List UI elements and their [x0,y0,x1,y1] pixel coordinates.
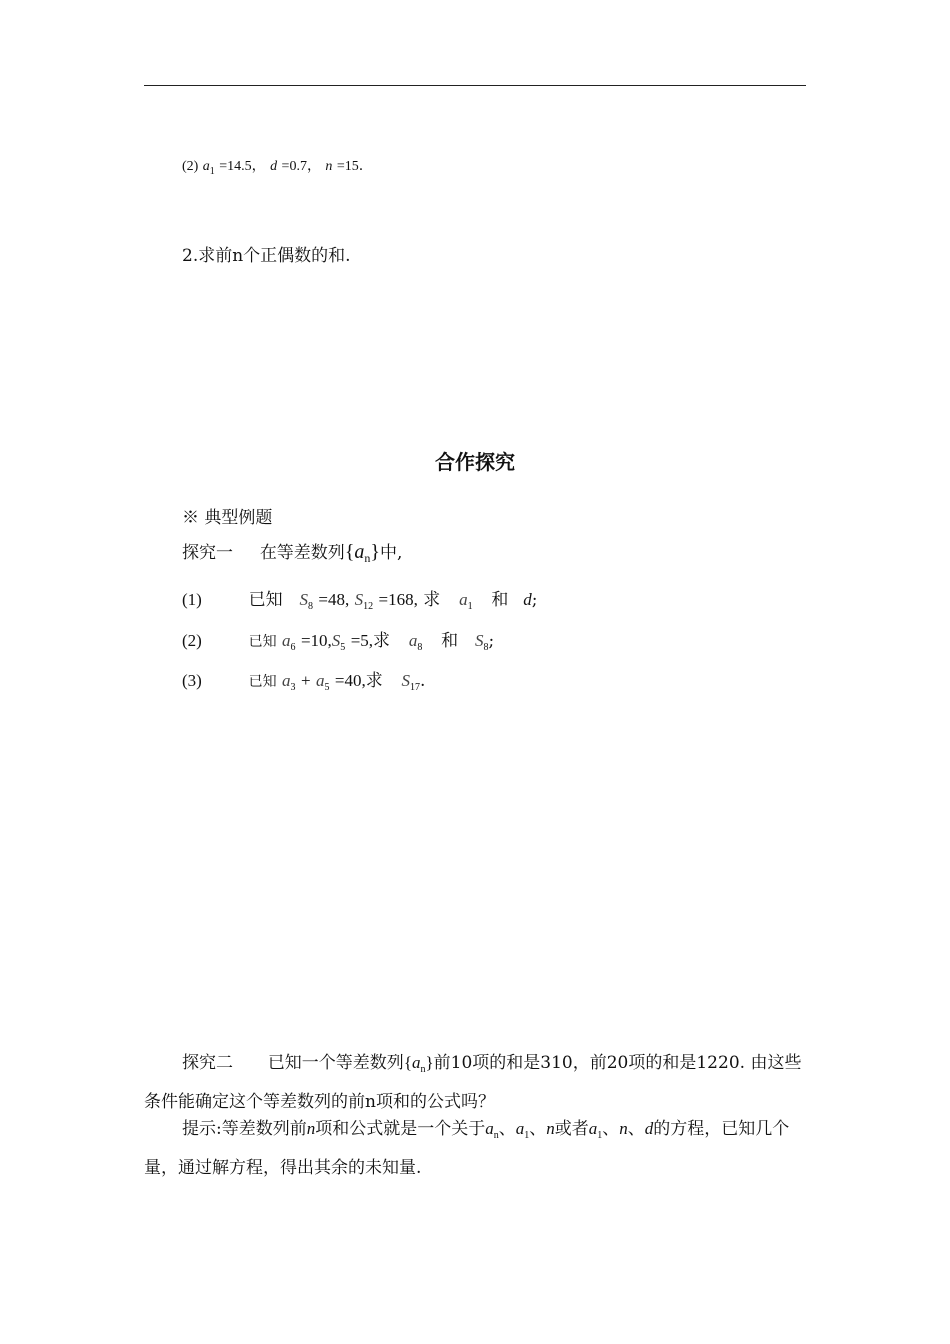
explore-one-prefix: 在等差数列 [259,543,345,563]
item-number: (2) [182,631,202,650]
punctuation: . [420,671,426,691]
explore-two-paragraph [144,1046,808,1119]
item-number: (3) [182,671,202,690]
var-a: a [315,671,325,690]
brace-close: } [370,541,381,563]
subscript: 1 [597,1130,603,1141]
var-s: S [331,631,341,650]
separator: 、 [627,1119,645,1139]
var-a: a [202,159,210,174]
plus-sign: + [300,671,311,690]
subscript: 1 [467,601,473,612]
subscript: 5 [340,642,346,653]
subscript: 8 [483,642,489,653]
examples-heading: ※ 典型例题 [182,508,273,528]
subscript: n [364,551,371,565]
separator: 、 [602,1119,620,1139]
punctuation: ; [488,631,495,651]
value: =40, [334,671,366,690]
value: =15 [336,159,359,174]
explore-one-label: 探究一 [182,543,233,563]
and-label: 和 [491,590,509,610]
var-a: a [588,1119,598,1138]
value: =168, [378,590,418,609]
question-2: 2.求前n个正偶数的和. [182,246,351,266]
period: . [358,158,364,174]
var-s: S [474,631,484,650]
hint-text: 的方程，已知几个量，通过解方程，得出其余的未知量. [144,1119,790,1178]
separator: ， [306,158,321,174]
separator: 、 [529,1119,547,1139]
subscript: n [493,1130,499,1141]
var-a: a [282,631,291,650]
value: =10, [300,631,332,650]
explore-two-label: 探究二 [182,1053,233,1073]
subscript: 1 [524,1130,530,1141]
value: =14.5 [219,159,252,174]
var-a: a [411,1053,421,1072]
var-n: n [546,1119,555,1138]
explore-one-item-3 [182,669,425,700]
hint-label: 提示: [182,1119,222,1139]
value: =5, [350,631,374,650]
hint-text: 等差数列前 [221,1119,307,1139]
subscript: 6 [290,642,296,653]
subscript: 8 [307,601,313,612]
explore-one-line [182,540,402,570]
separator: 、 [498,1119,516,1139]
exercise-2-label: (2) [182,159,199,174]
explore-one-suffix: 中, [380,543,403,563]
section-title: 合作探究 [435,450,515,474]
brace-open: { [403,1053,412,1072]
subscript: 8 [417,642,423,653]
explore-two-text-after: 前10项的和是310，前20项的和是1220. 由这些条件能确定这个等差数列的前n项和的公式吗？ [144,1053,802,1112]
subscript: 1 [209,166,215,177]
given-label: 已知 [248,674,277,690]
value: =0.7 [281,159,307,174]
separator: ， [251,158,266,174]
exercise-2-line [182,154,363,184]
subscript: 3 [290,682,296,693]
hint-paragraph [144,1112,808,1185]
hint-text: 项和公式就是一个关于 [315,1119,486,1139]
subscript: n [420,1064,426,1075]
brace-close: } [425,1053,434,1072]
var-a: a [408,631,418,650]
item-number: (1) [182,590,202,609]
subscript: 5 [324,682,330,693]
subscript: 12 [363,601,374,612]
var-n: n [325,159,333,174]
var-a: a [485,1119,494,1138]
var-s: S [299,590,308,609]
var-d: d [523,590,532,609]
var-s: S [354,590,364,609]
brace-open: { [344,541,355,563]
var-a: a [282,671,291,690]
var-d: d [644,1119,654,1138]
given-label: 已知 [248,590,283,610]
var-n: n [306,1119,316,1138]
subscript: 17 [410,682,421,693]
given-label: 已知 [248,634,277,650]
var-a: a [515,1119,525,1138]
ask-label: 求 [365,671,383,691]
var-a: a [459,590,468,609]
punctuation: ; [531,590,538,610]
var-s: S [401,671,411,690]
var-d: d [270,159,278,174]
explore-two-text: 已知一个等差数列 [267,1053,404,1073]
var-n: n [619,1119,628,1138]
explore-one-item-2 [182,629,494,660]
and-label: 和 [441,631,459,651]
ask-label: 求 [423,590,441,610]
ask-label: 求 [373,631,391,651]
header-rule [144,85,806,86]
explore-one-item-1 [182,588,537,619]
var-a: a [354,541,365,563]
hint-text: 或者 [554,1119,589,1139]
value: =48, [318,590,350,609]
